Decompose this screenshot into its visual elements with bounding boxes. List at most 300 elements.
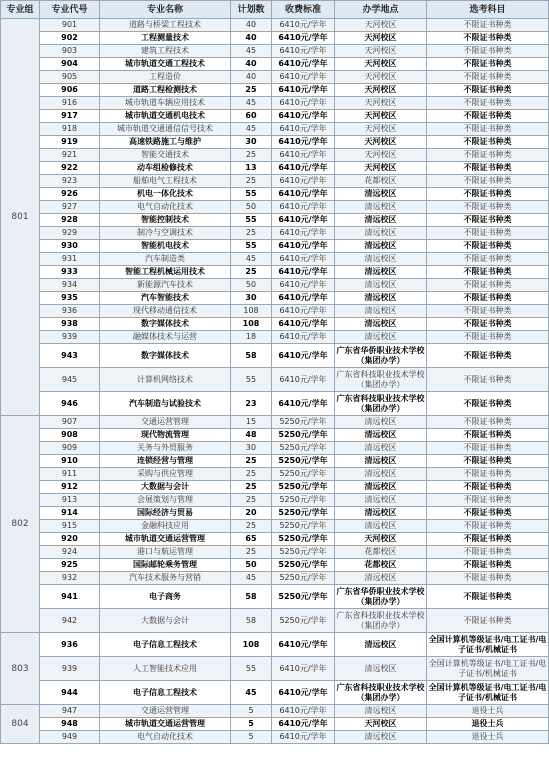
fee-cell: 6410元/学年 [272,45,335,58]
location-cell: 清远校区 [335,188,427,201]
subjects-cell: 不限证书种类 [427,58,549,71]
major-code-cell: 922 [40,162,100,175]
major-code-cell: 918 [40,123,100,136]
subjects-cell: 不限证书种类 [427,201,549,214]
location-cell: 广东省科技职业技术学校（集团办学） [335,609,427,633]
major-name-cell: 汽车技术服务与营销 [100,572,231,585]
location-cell: 广东省华侨职业技术学校（集团办学） [335,344,427,368]
header-row [1,1,549,19]
major-code-cell: 910 [40,455,100,468]
major-code-cell: 908 [40,429,100,442]
plan-count-cell: 5 [231,705,272,718]
col-header-plan: 计划数 [231,1,272,19]
major-name-cell: 关务与外贸服务 [100,442,231,455]
location-cell: 清远校区 [335,633,427,657]
major-code-cell: 915 [40,520,100,533]
location-cell: 清远校区 [335,240,427,253]
subjects-cell: 不限证书种类 [427,240,549,253]
table-row [1,546,549,559]
fee-cell: 6410元/学年 [272,110,335,123]
major-code-cell: 916 [40,97,100,110]
group-code-cell: 804 [1,705,40,744]
fee-cell: 6410元/学年 [272,201,335,214]
major-code-cell: 941 [40,585,100,609]
location-cell: 天河校区 [335,45,427,58]
location-cell: 天河校区 [335,136,427,149]
fee-cell: 6410元/学年 [272,705,335,718]
location-cell: 清远校区 [335,494,427,507]
major-code-cell: 938 [40,318,100,331]
plan-count-cell: 40 [231,71,272,84]
plan-count-cell: 108 [231,318,272,331]
location-cell: 广东省科技职业技术学校（集团办学） [335,368,427,392]
plan-count-cell: 58 [231,585,272,609]
fee-cell: 5250元/学年 [272,481,335,494]
location-cell: 清远校区 [335,520,427,533]
col-header-subjects: 选考科目 [427,1,549,19]
major-code-cell: 944 [40,681,100,705]
subjects-cell: 不限证书种类 [427,533,549,546]
fee-cell: 5250元/学年 [272,455,335,468]
plan-count-cell: 55 [231,368,272,392]
plan-count-cell: 25 [231,455,272,468]
table-row [1,292,549,305]
table-row [1,136,549,149]
table-row [1,110,549,123]
location-cell: 广东省华侨职业技术学校（集团办学） [335,585,427,609]
major-name-cell: 制冷与空调技术 [100,227,231,240]
major-code-cell: 925 [40,559,100,572]
subjects-cell: 不限证书种类 [427,318,549,331]
major-name-cell: 连锁经营与管理 [100,455,231,468]
major-code-cell: 946 [40,392,100,416]
major-code-cell: 914 [40,507,100,520]
subjects-cell: 不限证书种类 [427,32,549,45]
fee-cell: 6410元/学年 [272,175,335,188]
plan-count-cell: 25 [231,494,272,507]
table-body [1,19,549,744]
table-row [1,188,549,201]
group-code-cell: 803 [1,633,40,705]
location-cell: 清远校区 [335,266,427,279]
major-name-cell: 港口与航运管理 [100,546,231,559]
plan-count-cell: 108 [231,305,272,318]
plan-count-cell: 55 [231,214,272,227]
location-cell: 天河校区 [335,84,427,97]
table-row [1,507,549,520]
major-code-cell: 903 [40,45,100,58]
location-cell: 清远校区 [335,292,427,305]
fee-cell: 6410元/学年 [272,214,335,227]
location-cell: 花都校区 [335,175,427,188]
major-name-cell: 城市轨道交通工程技术 [100,58,231,71]
col-header-name: 专业名称 [100,1,231,19]
major-name-cell: 国际邮轮乘务管理 [100,559,231,572]
plan-count-cell: 25 [231,520,272,533]
table-row [1,266,549,279]
fee-cell: 6410元/学年 [272,19,335,32]
location-cell: 天河校区 [335,97,427,110]
table-row [1,32,549,45]
fee-cell: 6410元/学年 [272,123,335,136]
subjects-cell: 不限证书种类 [427,559,549,572]
plan-count-cell: 13 [231,162,272,175]
subjects-cell: 不限证书种类 [427,494,549,507]
table-row [1,633,549,657]
location-cell: 花都校区 [335,546,427,559]
fee-cell: 5250元/学年 [272,507,335,520]
location-cell: 天河校区 [335,718,427,731]
major-name-cell: 机电一体化技术 [100,188,231,201]
plan-count-cell: 60 [231,110,272,123]
major-code-cell: 947 [40,705,100,718]
location-cell: 清远校区 [335,705,427,718]
fee-cell: 6410元/学年 [272,318,335,331]
major-name-cell: 大数据与会计 [100,481,231,494]
location-cell: 清远校区 [335,455,427,468]
subjects-cell: 不限证书种类 [427,253,549,266]
major-code-cell: 920 [40,533,100,546]
major-code-cell: 943 [40,344,100,368]
subjects-cell: 不限证书种类 [427,442,549,455]
subjects-cell: 不限证书种类 [427,45,549,58]
fee-cell: 6410元/学年 [272,71,335,84]
table-row [1,19,549,32]
major-name-cell: 电子信息工程技术 [100,681,231,705]
subjects-cell: 不限证书种类 [427,266,549,279]
table-row [1,442,549,455]
plan-count-cell: 45 [231,123,272,136]
plan-count-cell: 50 [231,201,272,214]
major-name-cell: 道路与桥梁工程技术 [100,19,231,32]
location-cell: 清远校区 [335,507,427,520]
plan-count-cell: 25 [231,84,272,97]
subjects-cell: 不限证书种类 [427,572,549,585]
location-cell: 天河校区 [335,110,427,123]
group-code-cell: 801 [1,19,40,416]
table-row [1,572,549,585]
subjects-cell: 全国计算机等级证书/电工证书/电子证书/机械证书 [427,657,549,681]
subjects-cell: 不限证书种类 [427,214,549,227]
major-code-cell: 909 [40,442,100,455]
plan-count-cell: 30 [231,442,272,455]
table-row [1,201,549,214]
plan-count-cell: 18 [231,331,272,344]
plan-count-cell: 108 [231,633,272,657]
table-row [1,162,549,175]
col-header-location: 办学地点 [335,1,427,19]
plan-count-cell: 50 [231,559,272,572]
major-name-cell: 新能源汽车技术 [100,279,231,292]
table-row [1,253,549,266]
table-row [1,468,549,481]
fee-cell: 6410元/学年 [272,344,335,368]
table-row [1,416,549,429]
subjects-cell: 不限证书种类 [427,136,549,149]
subjects-cell: 不限证书种类 [427,279,549,292]
location-cell: 花都校区 [335,559,427,572]
location-cell: 清远校区 [335,253,427,266]
location-cell: 天河校区 [335,71,427,84]
table-row [1,214,549,227]
fee-cell: 5250元/学年 [272,520,335,533]
plan-count-cell: 25 [231,481,272,494]
major-code-cell: 901 [40,19,100,32]
major-code-cell: 906 [40,84,100,97]
plan-count-cell: 25 [231,175,272,188]
major-code-cell: 930 [40,240,100,253]
location-cell: 清远校区 [335,331,427,344]
fee-cell: 6410元/学年 [272,162,335,175]
major-name-cell: 智能机电技术 [100,240,231,253]
major-name-cell: 电气自动化技术 [100,201,231,214]
major-name-cell: 智能控制技术 [100,214,231,227]
table-row [1,533,549,546]
subjects-cell: 不限证书种类 [427,609,549,633]
major-code-cell: 926 [40,188,100,201]
plan-count-cell: 55 [231,188,272,201]
fee-cell: 6410元/学年 [272,227,335,240]
major-name-cell: 电气自动化技术 [100,731,231,744]
fee-cell: 6410元/学年 [272,253,335,266]
subjects-cell: 不限证书种类 [427,416,549,429]
major-name-cell: 现代移动通信技术 [100,305,231,318]
major-name-cell: 金融科技应用 [100,520,231,533]
fee-cell: 6410元/学年 [272,657,335,681]
major-name-cell: 会展策划与管理 [100,494,231,507]
subjects-cell: 不限证书种类 [427,123,549,136]
major-name-cell: 数字媒体技术 [100,318,231,331]
table-row [1,71,549,84]
group-code-cell: 802 [1,416,40,633]
fee-cell: 6410元/学年 [272,731,335,744]
fee-cell: 6410元/学年 [272,149,335,162]
location-cell: 天河校区 [335,149,427,162]
plan-count-cell: 65 [231,533,272,546]
fee-cell: 6410元/学年 [272,331,335,344]
table-row [1,392,549,416]
plan-count-cell: 55 [231,657,272,681]
major-name-cell: 建筑工程技术 [100,45,231,58]
table-row [1,279,549,292]
major-code-cell: 902 [40,32,100,45]
location-cell: 广东省科技职业技术学校（集团办学） [335,392,427,416]
major-code-cell: 912 [40,481,100,494]
location-cell: 清远校区 [335,429,427,442]
table-row [1,97,549,110]
fee-cell: 6410元/学年 [272,681,335,705]
fee-cell: 6410元/学年 [272,266,335,279]
major-code-cell: 917 [40,110,100,123]
fee-cell: 6410元/学年 [272,368,335,392]
subjects-cell: 不限证书种类 [427,84,549,97]
major-name-cell: 人工智能技术应用 [100,657,231,681]
subjects-cell: 不限证书种类 [427,97,549,110]
subjects-cell: 退役士兵 [427,705,549,718]
fee-cell: 6410元/学年 [272,136,335,149]
major-name-cell: 动车组检修技术 [100,162,231,175]
subjects-cell: 不限证书种类 [427,188,549,201]
table-row [1,227,549,240]
plan-count-cell: 5 [231,731,272,744]
table-row [1,494,549,507]
table-row [1,559,549,572]
plan-count-cell: 15 [231,416,272,429]
fee-cell: 5250元/学年 [272,429,335,442]
location-cell: 清远校区 [335,416,427,429]
major-code-cell: 929 [40,227,100,240]
subjects-cell: 全国计算机等级证书/电工证书/电子证书/机械证书 [427,681,549,705]
major-code-cell: 933 [40,266,100,279]
table-row [1,609,549,633]
location-cell: 清远校区 [335,214,427,227]
major-name-cell: 工程造价 [100,71,231,84]
plan-count-cell: 48 [231,429,272,442]
major-name-cell: 采购与供应管理 [100,468,231,481]
location-cell: 清远校区 [335,442,427,455]
fee-cell: 6410元/学年 [272,392,335,416]
fee-cell: 6410元/学年 [272,305,335,318]
subjects-cell: 不限证书种类 [427,455,549,468]
plan-count-cell: 23 [231,392,272,416]
table-row [1,481,549,494]
table-row [1,429,549,442]
subjects-cell: 退役士兵 [427,731,549,744]
col-header-code: 专业代号 [40,1,100,19]
location-cell: 清远校区 [335,481,427,494]
subjects-cell: 不限证书种类 [427,19,549,32]
subjects-cell: 不限证书种类 [427,507,549,520]
subjects-cell: 不限证书种类 [427,110,549,123]
major-name-cell: 城市轨道交通运营管理 [100,533,231,546]
plan-count-cell: 45 [231,253,272,266]
location-cell: 天河校区 [335,162,427,175]
table-row [1,240,549,253]
major-name-cell: 电子商务 [100,585,231,609]
location-cell: 天河校区 [335,58,427,71]
major-name-cell: 智能交通技术 [100,149,231,162]
table-row [1,331,549,344]
major-name-cell: 城市轨道车辆应用技术 [100,97,231,110]
location-cell: 天河校区 [335,533,427,546]
major-name-cell: 融媒体技术与运营 [100,331,231,344]
plan-count-cell: 40 [231,58,272,71]
plan-count-cell: 45 [231,45,272,58]
location-cell: 清远校区 [335,318,427,331]
major-name-cell: 工程测量技术 [100,32,231,45]
major-name-cell: 数字媒体技术 [100,344,231,368]
fee-cell: 5250元/学年 [272,585,335,609]
fee-cell: 5250元/学年 [272,572,335,585]
major-code-cell: 913 [40,494,100,507]
fee-cell: 6410元/学年 [272,58,335,71]
table-row [1,681,549,705]
table-row [1,58,549,71]
table-row [1,175,549,188]
subjects-cell: 不限证书种类 [427,305,549,318]
major-name-cell: 高速铁路施工与维护 [100,136,231,149]
subjects-cell: 不限证书种类 [427,546,549,559]
major-name-cell: 电子信息工程技术 [100,633,231,657]
major-name-cell: 大数据与会计 [100,609,231,633]
fee-cell: 6410元/学年 [272,97,335,110]
major-name-cell: 城市轨道交通机电技术 [100,110,231,123]
major-code-cell: 945 [40,368,100,392]
major-code-cell: 928 [40,214,100,227]
plan-count-cell: 25 [231,266,272,279]
plan-count-cell: 58 [231,344,272,368]
fee-cell: 6410元/学年 [272,240,335,253]
major-name-cell: 道路工程检测技术 [100,84,231,97]
plan-count-cell: 55 [231,240,272,253]
major-code-cell: 904 [40,58,100,71]
subjects-cell: 全国计算机等级证书/电工证书/电子证书/机械证书 [427,633,549,657]
location-cell: 天河校区 [335,123,427,136]
fee-cell: 6410元/学年 [272,32,335,45]
subjects-cell: 不限证书种类 [427,520,549,533]
major-name-cell: 交通运营管理 [100,705,231,718]
table-row [1,705,549,718]
subjects-cell: 不限证书种类 [427,481,549,494]
fee-cell: 5250元/学年 [272,468,335,481]
major-name-cell: 船舶电气工程技术 [100,175,231,188]
plan-count-cell: 5 [231,718,272,731]
col-header-fee: 收费标准 [272,1,335,19]
location-cell: 清远校区 [335,227,427,240]
major-code-cell: 919 [40,136,100,149]
location-cell: 天河校区 [335,32,427,45]
major-name-cell: 汽车智能技术 [100,292,231,305]
fee-cell: 5250元/学年 [272,442,335,455]
major-code-cell: 939 [40,657,100,681]
location-cell: 清远校区 [335,572,427,585]
major-code-cell: 927 [40,201,100,214]
major-name-cell: 国际经济与贸易 [100,507,231,520]
fee-cell: 5250元/学年 [272,533,335,546]
plan-count-cell: 20 [231,507,272,520]
plan-count-cell: 40 [231,19,272,32]
plan-count-cell: 50 [231,279,272,292]
table-row [1,657,549,681]
subjects-cell: 不限证书种类 [427,175,549,188]
table-row [1,718,549,731]
subjects-cell: 不限证书种类 [427,585,549,609]
major-code-cell: 935 [40,292,100,305]
plan-count-cell: 25 [231,546,272,559]
fee-cell: 6410元/学年 [272,188,335,201]
subjects-cell: 不限证书种类 [427,71,549,84]
location-cell: 清远校区 [335,305,427,318]
col-header-group: 专业组 [1,1,40,19]
subjects-cell: 不限证书种类 [427,292,549,305]
plan-count-cell: 30 [231,136,272,149]
table-row [1,520,549,533]
table-row [1,585,549,609]
major-code-cell: 934 [40,279,100,292]
subjects-cell: 不限证书种类 [427,227,549,240]
major-code-cell: 907 [40,416,100,429]
major-code-cell: 936 [40,305,100,318]
plan-count-cell: 25 [231,227,272,240]
location-cell: 清远校区 [335,657,427,681]
major-code-cell: 936 [40,633,100,657]
fee-cell: 5250元/学年 [272,609,335,633]
subjects-cell: 不限证书种类 [427,149,549,162]
table-row [1,305,549,318]
major-name-cell: 现代物流管理 [100,429,231,442]
major-name-cell: 计算机网络技术 [100,368,231,392]
major-name-cell: 城市轨道交通通信信号技术 [100,123,231,136]
